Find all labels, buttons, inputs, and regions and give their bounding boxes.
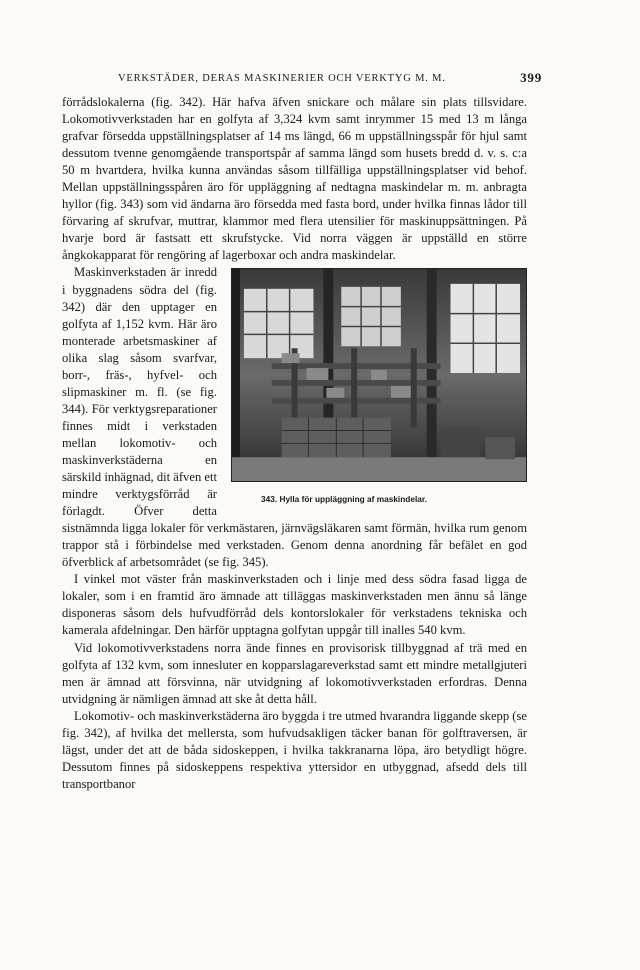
figure-343	[231, 268, 527, 505]
page-number: 399	[520, 70, 542, 85]
paragraph: Lokomotiv- och maskinverkstäderna äro byggda i tre utmed hvarandra liggande skepp (se fig. 342), af hvilka det mellersta, som hufvudsakligen täcker banan för golftraversen, är lägst, under det att de båda sidoskeppen, i hvilka takkranarna löpa, äro betydligt högre. Dessutom finnes på sidoskeppens respektiva yttersidor en utbyggnad, afsedd dels till transportbanor	[62, 708, 527, 791]
paragraph: förrådslokalerna (fig. 342). Här hafva äfven snickare och målare sin plats tillsvidare. Lokomotivverkstaden har en golfyta af 3,324 kvm samt inrymmer 15 med 13 m långa grafvar försedda uppställningsplatser af 14 ms längd, 66 m uppställningsspår för hjul samt dessutom tvenne genomgående transportspår af samma längd som husets bredd d. v. s. c:a 50 m hvartdera, hvilka kunna användas såsom tillfälliga uppställningsplatser vid behof. Mellan uppställningsspåren äro för uppläggning af nedtagna maskindelar m. m. anbragta hyllor (fig. 343) som vid ändarna äro försedda med fasta bord, under hvilka finnas lådor till förvaring af skrufvar, muttrar, klammor med flera utensilier för maskinuppsättningen. På hvarje bord är fastsatt ett skrufstycke. Vid norra väggen är uppställd en större ångkokapparat för rengöring af lagerboxar och andra maskindelar.	[62, 95, 527, 263]
workshop-shelf-photo	[231, 268, 527, 482]
paragraph: I vinkel mot väster från maskinverkstaden och i linje med dess södra fasad ligga de lokaler, som i en framtid äro ämnade att tilläggas maskinverkstaden men ännu så länge disponeras såsom dels hufvudförråd dels kontorslokaler för verkstadens tekniska och kamerala afdelningar. Den härför upptagna golfytan uppgår till inalles 540 kvm.	[62, 572, 527, 638]
paragraph: Vid lokomotivverkstadens norra ände finnes en provisorisk tillbyggnad af trä med en golfyta af 132 kvm, som innesluter en kopparslagareverkstad samt ett mindre metallgjuteri men är ämnad att försvinna, när utvidgning af lokomotivverkstaden erfordras. Denna utvidgning är nämligen ämnad att ske åt detta håll.	[62, 640, 527, 706]
paragraph: Maskinverkstaden är inredd i byggnadens södra del (fig. 342) där den upptager en golfyta af 1,152 kvm. Här äro monterade arbetsmaskiner af olika slag såsom svarfvar, borr-, fräs-, hyfvel- och slipmaskiner m. fl. (se fig. 344). För verktygsreparationer finnes midt i verkstaden mellan lokomotiv- och maskinverkstäderna en särskild inhägnad, dit äfven ett mindre verktygsförråd är förlagdt. Öfver detta sistnämnda ligga lokaler för verkmästaren, järnvägsläkaren samt förmän, hvilka rum genom trappor stå i förbindelse med verkstaden. Genom denna anordning får befälet en god öfverblick af arbetsområdet (se fig. 345).	[62, 265, 527, 570]
figure-caption: 343. Hylla för uppläggning af maskindelar.	[261, 494, 427, 505]
page-header	[62, 70, 542, 88]
running-title: VERKSTÄDER, DERAS MASKINERIER OCH VERKTYG M. M.	[118, 73, 446, 84]
body-text	[62, 94, 527, 793]
